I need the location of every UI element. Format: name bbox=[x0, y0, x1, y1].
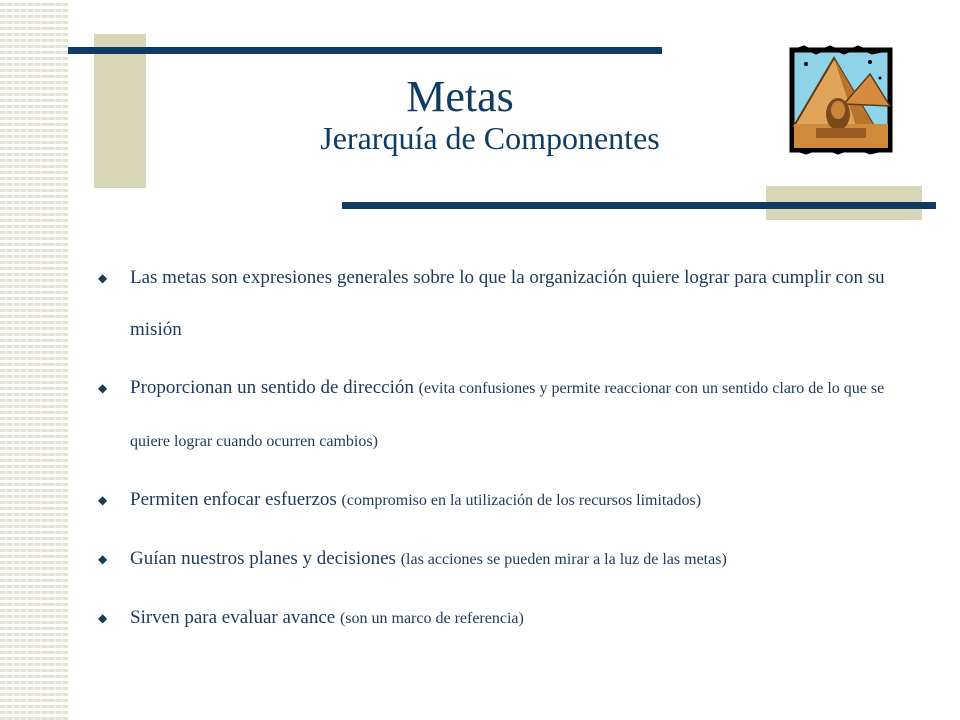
title-rule-bottom bbox=[342, 202, 936, 209]
bullet-detail-text: (evita confusiones y permite reaccionar con un sentido claro de lo que se quiere lograr cuando ocurren cambios) bbox=[130, 380, 885, 450]
decorative-stripe-band bbox=[0, 0, 68, 720]
bullet-main-text: Permiten enfocar esfuerzos bbox=[130, 489, 337, 510]
diamond-bullet-icon: ◆ bbox=[98, 611, 108, 625]
title-accent-block-left bbox=[94, 34, 146, 188]
bullet-item bbox=[96, 362, 926, 468]
bullet-main-text: Proporcionan un sentido de dirección bbox=[130, 377, 414, 398]
bullet-main-text: Sirven para evaluar avance bbox=[130, 607, 336, 628]
diamond-bullet-icon: ◆ bbox=[98, 493, 108, 507]
slide-title bbox=[300, 74, 780, 156]
title-main: Metas bbox=[406, 72, 514, 121]
bullet-item bbox=[96, 592, 926, 645]
bullet-main-text: Las metas son expresiones generales sobre lo que la organización quiere lograr para cumplir con su misión bbox=[130, 267, 885, 340]
pyramid-sphinx-clipart-icon bbox=[786, 44, 896, 156]
bullet-detail-text: (compromiso en la utilización de los recursos limitados) bbox=[341, 492, 702, 509]
bullet-main-text: Guían nuestros planes y decisiones bbox=[130, 548, 396, 569]
title-subtitle: Jerarquía de Componentes bbox=[320, 120, 660, 156]
bullet-item bbox=[96, 474, 926, 527]
bullet-detail-text: (son un marco de referencia) bbox=[339, 610, 524, 627]
bullet-list bbox=[96, 252, 926, 645]
bullet-item bbox=[96, 533, 926, 586]
title-rule-top bbox=[68, 47, 662, 54]
diamond-bullet-icon: ◆ bbox=[98, 271, 108, 285]
diamond-bullet-icon: ◆ bbox=[98, 552, 108, 566]
bullet-item bbox=[96, 252, 926, 356]
bullet-detail-text: (las acciones se pueden mirar a la luz de las metas) bbox=[400, 551, 727, 568]
diamond-bullet-icon: ◆ bbox=[98, 381, 108, 395]
